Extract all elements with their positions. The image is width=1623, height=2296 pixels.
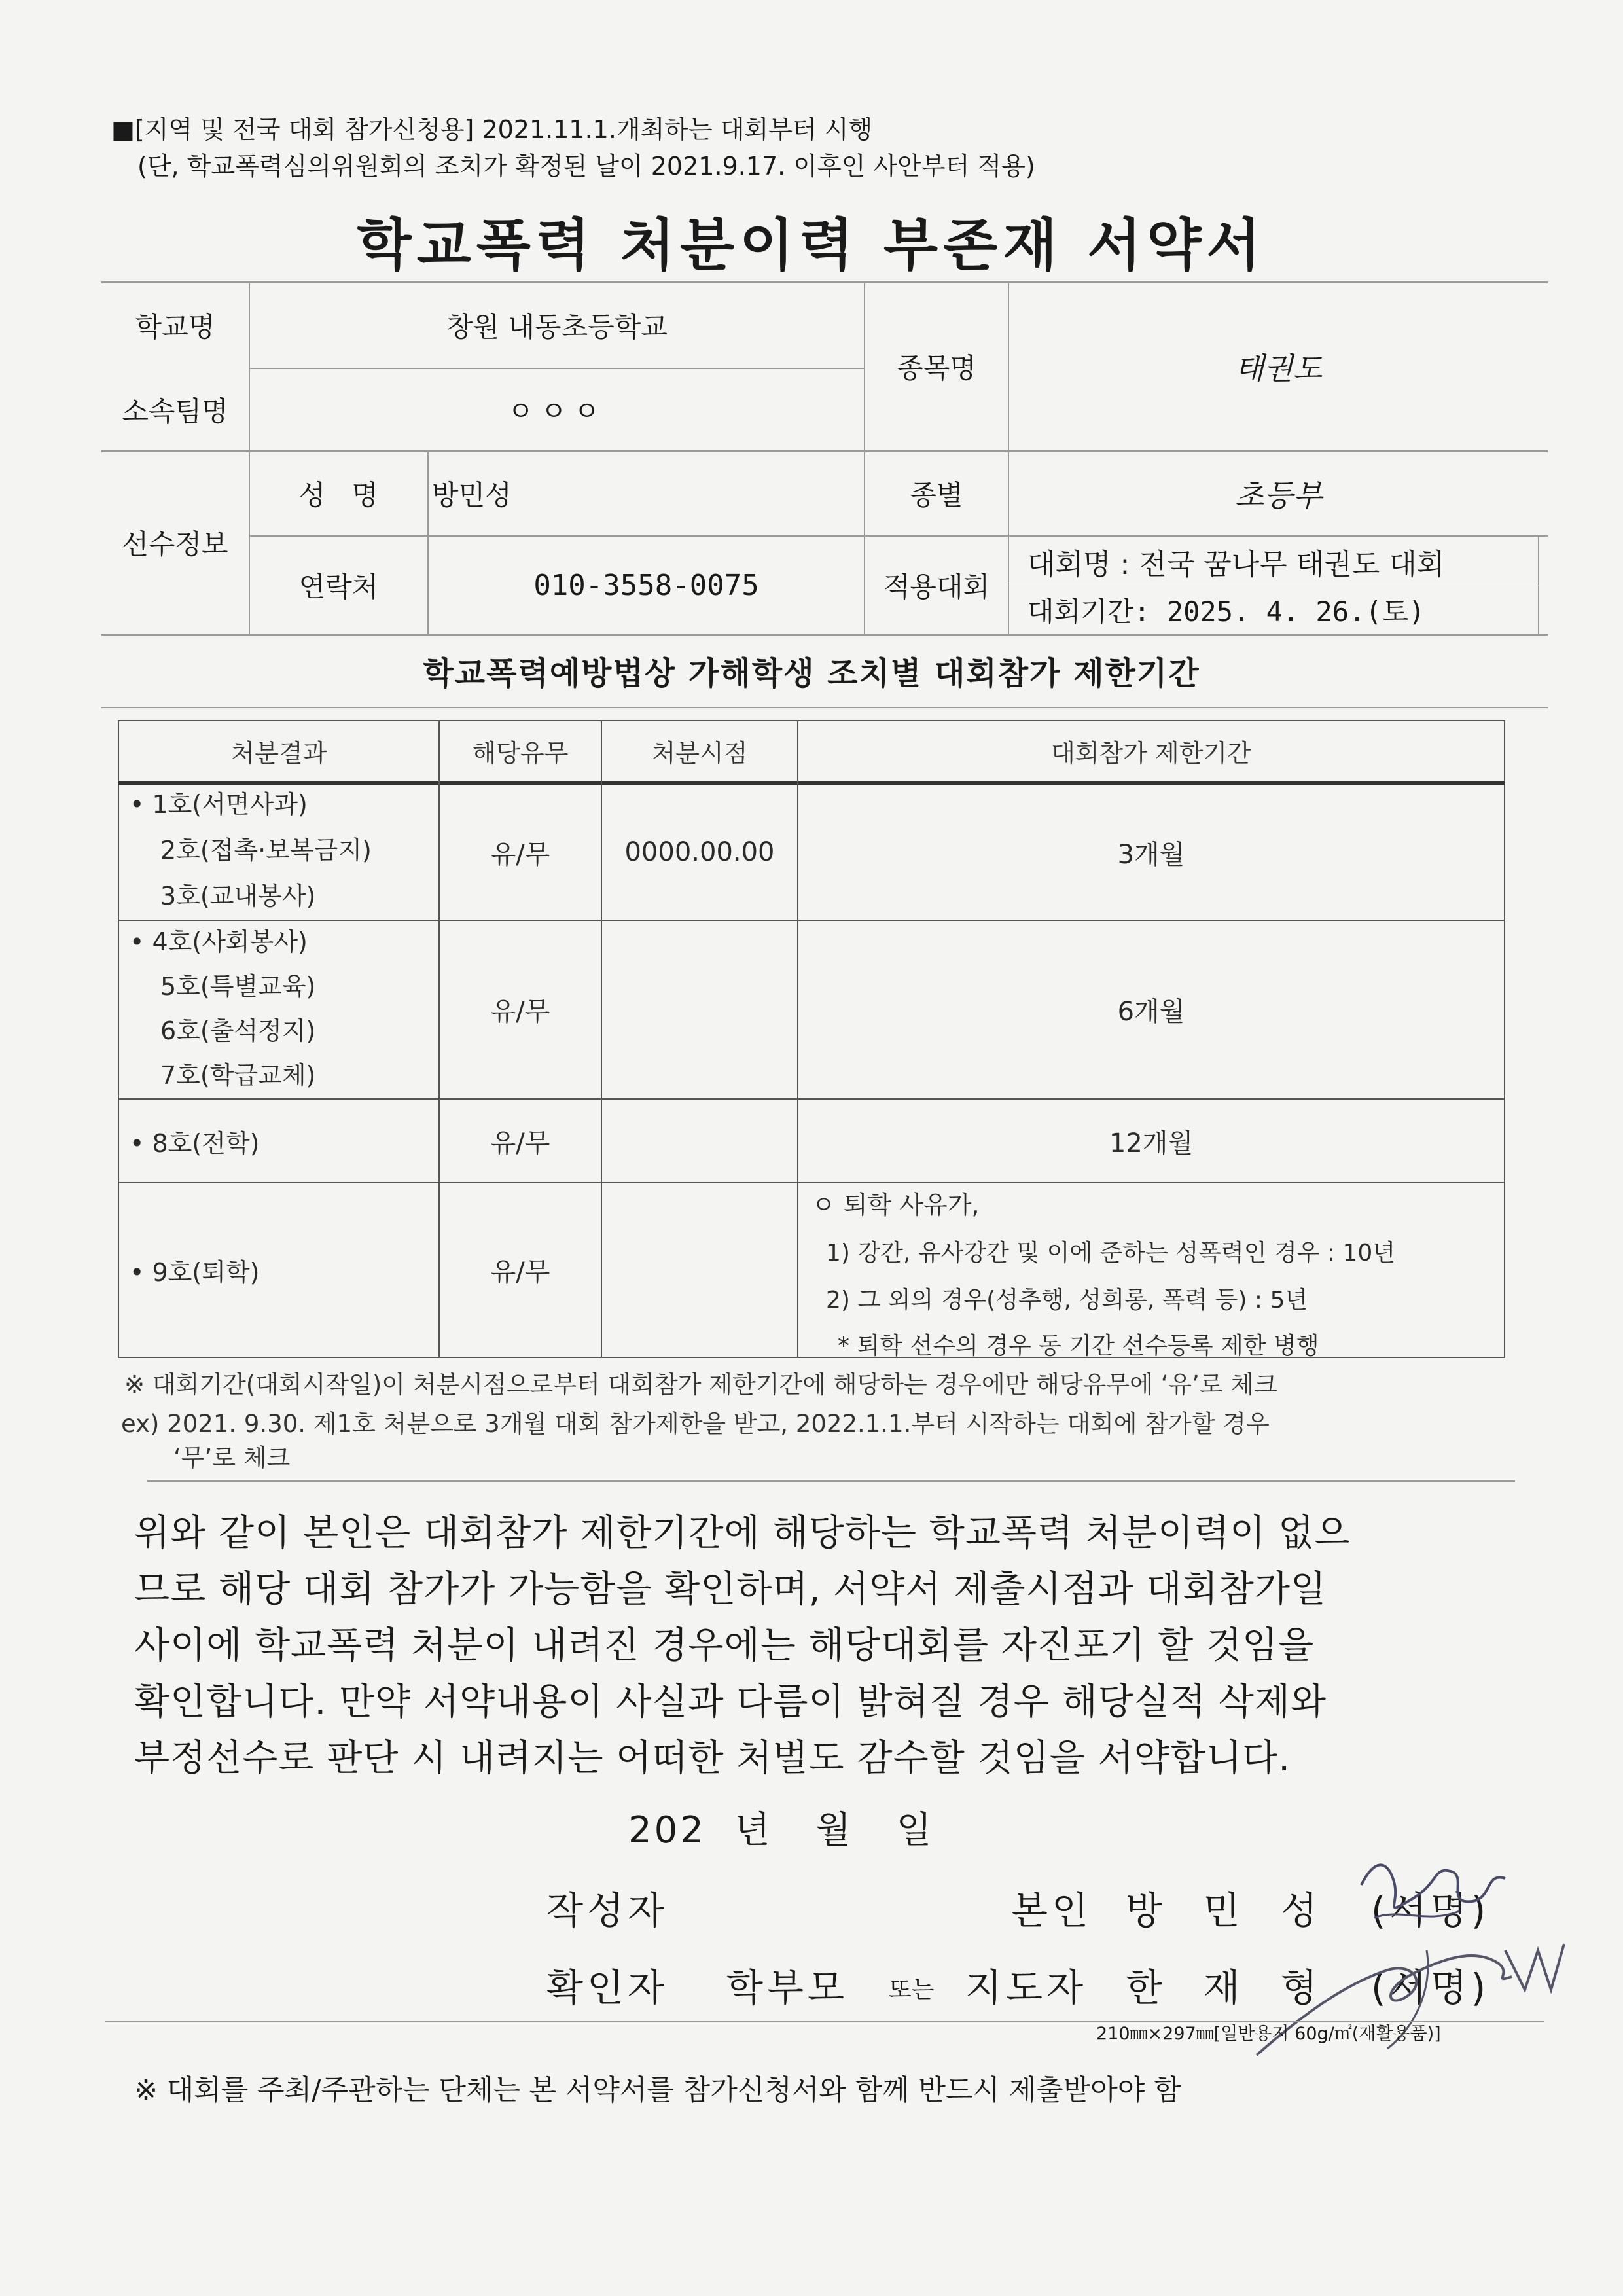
row4-period-line: ㅇ 퇴학 사유가,	[812, 1191, 980, 1219]
name-value: 방민성	[432, 479, 512, 511]
division-value: 초등부	[1234, 478, 1323, 513]
or-text: 또는	[889, 1977, 935, 2003]
row4-period-line: * 퇴학 선수의 경우 동 기간 선수등록 제한 병행	[838, 1333, 1319, 1359]
division-label: 종별	[910, 479, 963, 511]
header-applicable: 해당유무	[472, 739, 569, 768]
row1-applicable: 유/무	[490, 839, 550, 870]
notice-line-1: ■[지역 및 전국 대회 참가신청용] 2021.11.1.개최하는 대회부터 시행	[111, 115, 873, 144]
contact-value: 010-3558-0075	[533, 568, 759, 602]
note-line-3: ‘무’로 체크	[173, 1444, 291, 1472]
row2-applicable: 유/무	[490, 997, 550, 1027]
row1-result-line: 2호(접촉·보복금지)	[160, 836, 372, 865]
row1-result-line: • 1호(서면사과)	[130, 790, 308, 819]
notice-line-2: (단, 학교폭력심의위원회의 조치가 확정된 날이 2021.9.17. 이후인 사안부터 적용)	[137, 152, 1035, 181]
row1-result-line: 3호(교내봉사)	[160, 882, 316, 910]
competition-label: 적용대회	[883, 571, 990, 603]
school-value: 창원 내동초등학교	[446, 311, 668, 343]
row1-period: 3개월	[1117, 839, 1185, 870]
pledge-line: 므로 해당 대회 참가가 가능함을 확인하며, 서약서 제출시점과 대회참가일	[134, 1568, 1327, 1611]
page-title: 학교폭력 처분이력 부존재 서약서	[357, 213, 1266, 278]
row4-applicable: 유/무	[490, 1257, 550, 1287]
restriction-table-title: 학교폭력예방법상 가해학생 조치별 대회참가 제한기간	[423, 655, 1200, 692]
row4-period-line: 2) 그 외의 경우(성추행, 성희롱, 폭력 등) : 5년	[826, 1287, 1308, 1314]
confirmer-sign-placeholder: (서명)	[1371, 1965, 1490, 2010]
confirmer-label: 확인자	[546, 1965, 669, 2010]
header-date: 처분시점	[651, 739, 748, 768]
date-line: 202 년 월 일	[628, 1809, 935, 1852]
team-label: 소속팀명	[122, 395, 228, 427]
row2-result-line: • 4호(사회봉사)	[130, 927, 308, 956]
row4-period-line: 1) 강간, 유사강간 및 이에 준하는 성폭력인 경우 : 10년	[826, 1240, 1396, 1266]
pledge-line: 위와 같이 본인은 대회참가 제한기간에 해당하는 학교폭력 처분이력이 없으	[134, 1512, 1351, 1554]
pledge-line: 확인합니다. 만약 서약내용이 사실과 다름이 밝혀질 경우 해당실적 삭제와	[134, 1681, 1327, 1723]
writer-label: 작성자	[546, 1888, 669, 1933]
info-bottom-border	[101, 634, 1548, 636]
pledge-line: 부정선수로 판단 시 내려지는 어떠한 처벌도 감수할 것임을 서약합니다.	[134, 1737, 1291, 1780]
row4-result: • 9호(퇴학)	[130, 1258, 260, 1287]
confirmer-name: 한 재 형	[1126, 1965, 1332, 2010]
writer-role: 본인	[1011, 1888, 1093, 1933]
pledge-text	[134, 1505, 1495, 1787]
event-label: 종목명	[897, 352, 976, 384]
info-col-divider	[1538, 535, 1539, 634]
row2-period: 6개월	[1117, 997, 1185, 1027]
writer-name: 방 민 성	[1126, 1888, 1332, 1933]
team-value: ㅇㅇㅇ	[507, 395, 607, 427]
header-result: 처분결과	[230, 739, 327, 768]
row3-result: • 8호(전학)	[130, 1128, 260, 1158]
competition-period: 대회기간: 2025. 4. 26.(토)	[1027, 596, 1425, 628]
competition-name: 대회명 : 전국 꿈나무 태권도 대회	[1027, 547, 1445, 581]
note-line-2: ex) 2021. 9.30. 제1호 처분으로 3개월 대회 참가제한을 받고, 2022.1.1.부터 시작하는 대회에 참가할 경우	[121, 1410, 1270, 1438]
row2-result-line: 7호(학급교체)	[160, 1061, 316, 1090]
row1-date: 0000.00.00	[624, 837, 775, 867]
event-value: 태권도	[1234, 351, 1323, 386]
name-label: 성 명	[298, 479, 379, 511]
row3-period: 12개월	[1109, 1128, 1194, 1158]
confirmer-role: 학부모	[726, 1965, 849, 2010]
row2-result-line: 6호(출석정지)	[160, 1016, 316, 1045]
subtitle-divider	[101, 707, 1548, 708]
footer-note: ※ 대회를 주최/주관하는 단체는 본 서약서를 참가신청서와 함께 반드시 제출받아야 함	[134, 2074, 1181, 2107]
row2-result-line: 5호(특별교육)	[160, 972, 316, 1001]
athlete-info-label: 선수정보	[122, 528, 228, 560]
note-line-1: ※ 대회기간(대회시작일)이 처분시점으로부터 대회참가 제한기간에 해당하는 경우에만 해당유무에 ‘유’로 체크	[124, 1371, 1277, 1399]
notes-divider	[147, 1480, 1515, 1482]
contact-label: 연락처	[298, 571, 379, 603]
header-period: 대회참가 제한기간	[1051, 739, 1251, 768]
school-label: 학교명	[135, 311, 215, 343]
pledge-line: 사이에 학교폭력 처분이 내려진 경우에는 해당대회를 자진포기 할 것임을	[134, 1624, 1315, 1667]
confirmer-role-2: 지도자	[965, 1965, 1088, 2010]
handwritten-signature-confirmer	[1217, 1911, 1584, 2081]
writer-sign-placeholder: (서명)	[1371, 1888, 1490, 1933]
paper-spec: 210㎜×297㎜[일반용지 60g/㎡(재활용품)]	[1096, 2024, 1441, 2044]
row3-applicable: 유/무	[490, 1128, 550, 1158]
